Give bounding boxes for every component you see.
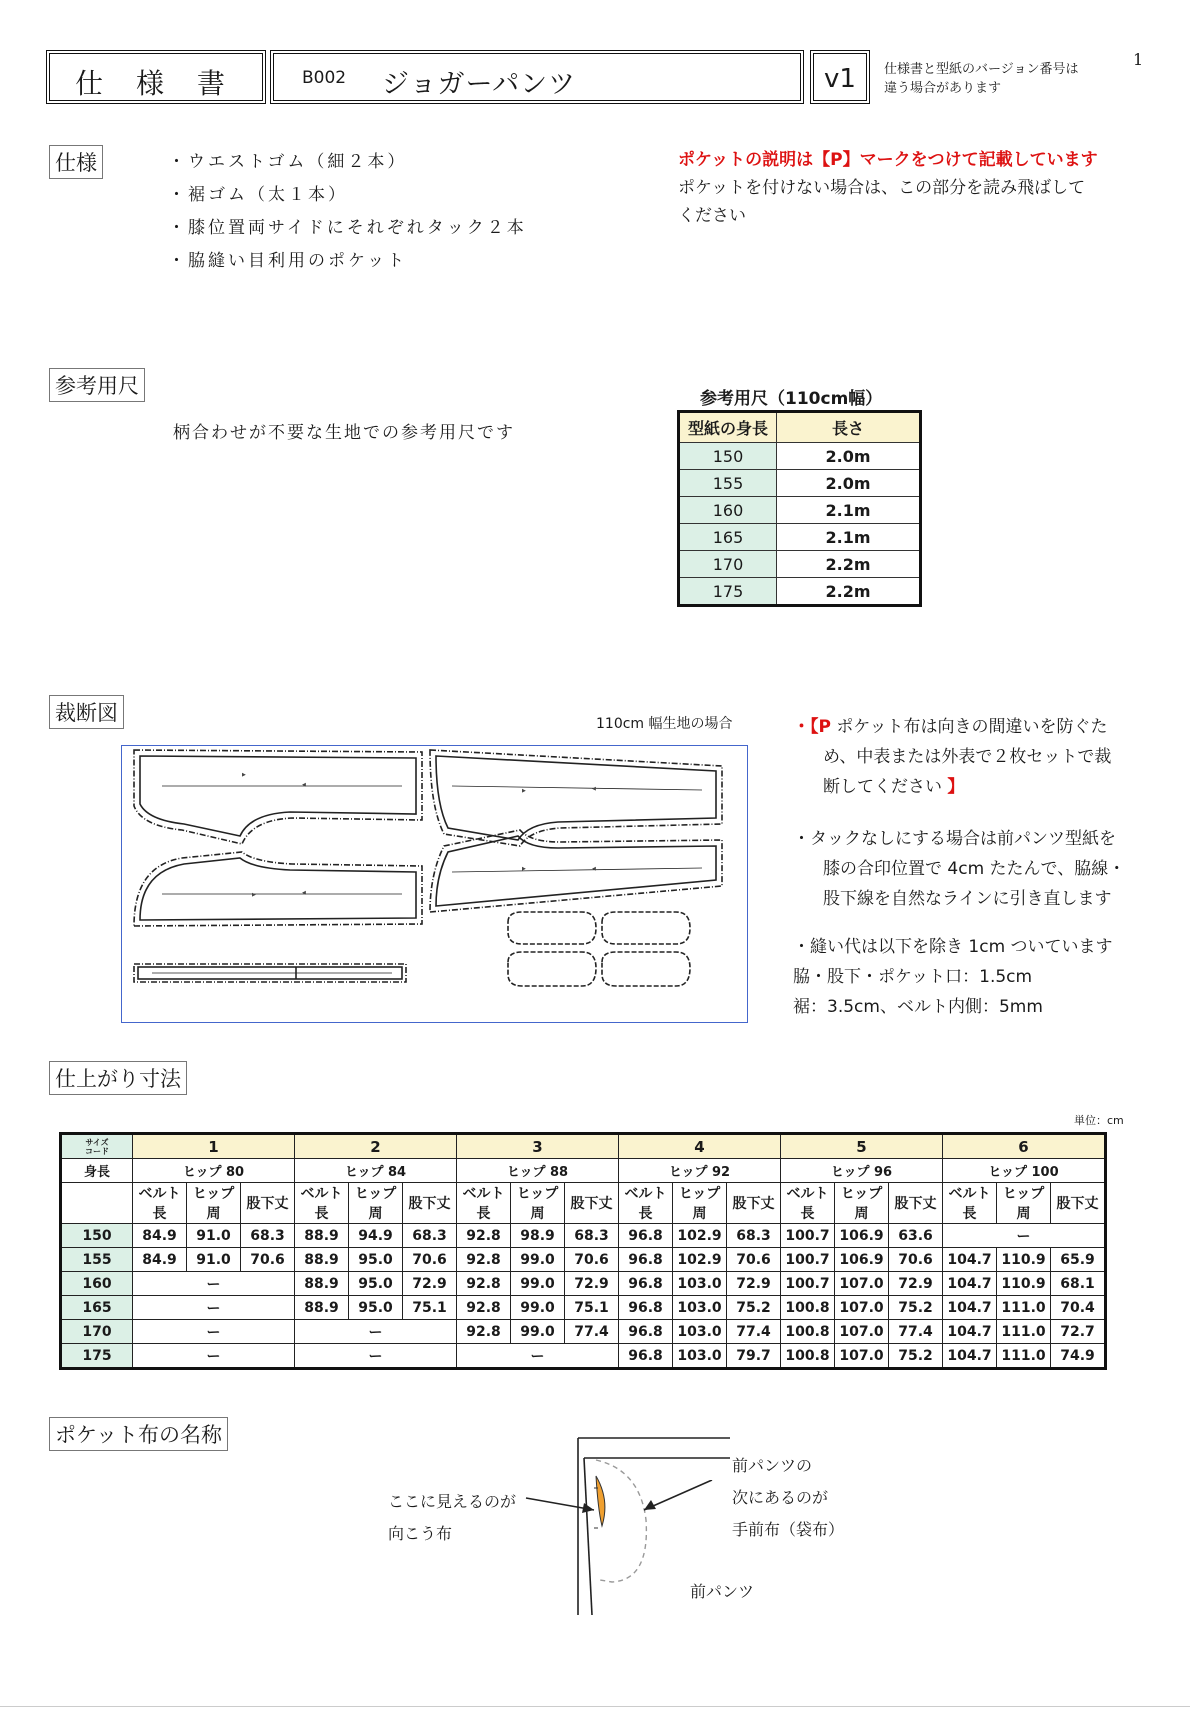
value-cell: 72.9	[565, 1272, 619, 1296]
sub-header: 股下丈	[889, 1183, 943, 1224]
value-cell: 111.0	[997, 1296, 1051, 1320]
value-cell: 92.8	[457, 1272, 511, 1296]
yardage-table	[677, 410, 922, 607]
empty-cell: ー	[133, 1296, 295, 1320]
value-cell: 96.8	[619, 1344, 673, 1369]
value-cell: 88.9	[295, 1248, 349, 1272]
value-cell: 104.7	[943, 1296, 997, 1320]
value-cell: 92.8	[457, 1320, 511, 1344]
product-name: ジョガーパンツ	[382, 69, 577, 100]
value-cell: 70.6	[727, 1248, 781, 1272]
table-row: 165 2.1m	[679, 524, 921, 551]
page-number: 1	[1133, 50, 1144, 69]
value-cell: 95.0	[349, 1248, 403, 1272]
svg-text:◀: ◀	[592, 786, 596, 792]
value-cell: 92.8	[457, 1248, 511, 1272]
table-row: 160 2.1m	[679, 497, 921, 524]
sub-header: ヒップ周	[673, 1183, 727, 1224]
pocket-arrows	[480, 1480, 740, 1544]
spec-item: ・膝位置両サイドにそれぞれタック２本	[168, 218, 527, 238]
value-cell: 70.4	[1051, 1296, 1106, 1320]
value-cell: 96.8	[619, 1224, 673, 1248]
value-cell: 95.0	[349, 1272, 403, 1296]
value-cell: 103.0	[673, 1272, 727, 1296]
product-box	[270, 50, 804, 104]
value-cell: 100.7	[781, 1248, 835, 1272]
empty-cell: ー	[133, 1320, 295, 1344]
value-cell: 110.9	[997, 1248, 1051, 1272]
value-cell: 91.0	[187, 1224, 241, 1248]
value-cell: 75.2	[889, 1296, 943, 1320]
value-cell: 96.8	[619, 1272, 673, 1296]
value-cell: 68.3	[727, 1224, 781, 1248]
sub-header: 股下丈	[403, 1183, 457, 1224]
sub-header: ヒップ周	[349, 1183, 403, 1224]
col-header-length: 長さ	[777, 412, 921, 443]
value-cell: 70.6	[889, 1248, 943, 1272]
height-cell: 150	[61, 1224, 133, 1248]
value-cell: 70.6	[241, 1248, 295, 1272]
table-row	[61, 1224, 1106, 1248]
value-cell: 84.9	[133, 1224, 187, 1248]
unit-label: 単位：cm	[1074, 1114, 1124, 1127]
doc-title-box	[46, 50, 266, 104]
value-cell: 106.9	[835, 1248, 889, 1272]
value-cell: 96.8	[619, 1296, 673, 1320]
section-label-finished: 仕上がり寸法	[49, 1061, 187, 1095]
value-cell: 107.0	[835, 1272, 889, 1296]
doc-title: 仕 様 書	[75, 67, 237, 100]
value-cell: 104.7	[943, 1344, 997, 1369]
value-cell: 100.8	[781, 1344, 835, 1369]
col-header-size: 型紙の身長	[679, 412, 777, 443]
spec-item: ・ウエストゴム（細２本）	[168, 152, 408, 172]
value-cell: 104.7	[943, 1272, 997, 1296]
value-cell: 72.7	[1051, 1320, 1106, 1344]
value-cell: 99.0	[511, 1320, 565, 1344]
value-cell: 72.9	[889, 1272, 943, 1296]
height-cell: 170	[61, 1320, 133, 1344]
outer-fabric-label: ここに見えるのが 向こう布	[388, 1492, 517, 1543]
value-cell: 88.9	[295, 1224, 349, 1248]
value-cell: 107.0	[835, 1320, 889, 1344]
sub-header: 股下丈	[1051, 1183, 1106, 1224]
version: v1	[824, 64, 856, 94]
value-cell: 68.3	[565, 1224, 619, 1248]
cutting-notes: ・【P ポケット布は向きの間違いを防ぐた め、中表または外表で２枚セットで裁 断してください 】 ・タックなしにする場合は前パンツ型紙を 膝の合印位置で 4cm たたんで、脇線・ 股下線を自然なラインに引き直します ・縫い代は以下を除き 1cm ついています 脇・股下・ポケット口：1.5cm 裾：3.5cm、ベルト内側：5mm	[793, 717, 1126, 1017]
svg-text:◀: ◀	[592, 866, 596, 872]
section-label-yardage: 参考用尺	[49, 368, 145, 402]
value-cell: 70.6	[565, 1248, 619, 1272]
value-cell: 104.7	[943, 1248, 997, 1272]
value-cell: 103.0	[673, 1296, 727, 1320]
value-cell: 107.0	[835, 1344, 889, 1369]
height-cell: 165	[61, 1296, 133, 1320]
sub-header: ヒップ周	[511, 1183, 565, 1224]
sub-header: ヒップ周	[835, 1183, 889, 1224]
table-row: 175 2.2m	[679, 578, 921, 606]
empty-cell: ー	[133, 1344, 295, 1369]
value-cell: 92.8	[457, 1224, 511, 1248]
value-cell: 106.9	[835, 1224, 889, 1248]
value-cell: 95.0	[349, 1296, 403, 1320]
value-cell: 91.0	[187, 1248, 241, 1272]
sub-header: ベルト長	[781, 1183, 835, 1224]
empty-cell: ー	[943, 1224, 1106, 1248]
value-cell: 100.8	[781, 1296, 835, 1320]
pocket-mark: ・【P	[793, 717, 831, 737]
value-cell: 77.4	[889, 1320, 943, 1344]
table-row	[61, 1320, 1106, 1344]
svg-text:▶: ▶	[522, 866, 526, 872]
height-cell: 175	[61, 1344, 133, 1369]
empty-cell: ー	[295, 1320, 457, 1344]
value-cell: 72.9	[403, 1272, 457, 1296]
sub-header: ヒップ周	[997, 1183, 1051, 1224]
svg-text:◀: ◀	[302, 782, 306, 788]
value-cell: 107.0	[835, 1296, 889, 1320]
section-label-spec: 仕様	[49, 145, 103, 179]
height-header: 身長	[61, 1159, 133, 1183]
arrows-svg	[480, 1480, 740, 1540]
section-label-pocket-names: ポケット布の名称	[49, 1417, 228, 1451]
value-cell: 68.1	[1051, 1272, 1106, 1296]
value-cell: 75.2	[727, 1296, 781, 1320]
value-cell: 75.1	[565, 1296, 619, 1320]
sub-header: 股下丈	[727, 1183, 781, 1224]
empty-cell: ー	[133, 1272, 295, 1296]
value-cell: 111.0	[997, 1344, 1051, 1369]
table-row	[61, 1296, 1106, 1320]
value-cell: 99.0	[511, 1248, 565, 1272]
value-cell: 99.0	[511, 1272, 565, 1296]
cutting-layout-svg	[122, 746, 747, 1022]
yardage-description: 柄合わせが不要な生地での参考用尺です	[173, 423, 515, 443]
spec-item: ・裾ゴム（太１本）	[168, 185, 348, 205]
version-box	[810, 50, 870, 104]
value-cell: 111.0	[997, 1320, 1051, 1344]
inner-fabric-label: 前パンツの 次にあるのが 手前布（袋布）	[732, 1456, 845, 1539]
value-cell: 92.8	[457, 1296, 511, 1320]
cutting-layout-diagram	[121, 745, 748, 1023]
value-cell: 70.6	[403, 1248, 457, 1272]
spec-item: ・脇縫い目利用のポケット	[168, 251, 408, 271]
svg-text:◀: ◀	[302, 890, 306, 896]
table-row: 170 2.2m	[679, 551, 921, 578]
empty-cell: ー	[457, 1344, 619, 1369]
value-cell: 68.3	[403, 1224, 457, 1248]
pocket-notice: ポケットの説明は【P】マークをつけて記載しています ポケットを付けない場合は、この部分を読み飛ばして ください	[678, 146, 1148, 230]
yardage-table-title: 参考用尺（110cm幅）	[700, 389, 883, 409]
height-cell: 155	[61, 1248, 133, 1272]
value-cell: 102.9	[673, 1248, 727, 1272]
table-row: 150 2.0m	[679, 443, 921, 470]
sub-header: ベルト長	[943, 1183, 997, 1224]
svg-text:▶: ▶	[242, 772, 246, 778]
value-cell: 100.8	[781, 1320, 835, 1344]
value-cell: 65.9	[1051, 1248, 1106, 1272]
value-cell: 88.9	[295, 1296, 349, 1320]
sub-header: ベルト長	[295, 1183, 349, 1224]
section-label-cutting: 裁断図	[49, 695, 124, 729]
sub-header: ベルト長	[133, 1183, 187, 1224]
value-cell: 104.7	[943, 1320, 997, 1344]
pocket-notice-red: ポケットの説明は【P】マークをつけて記載しています	[678, 150, 1098, 170]
value-cell: 79.7	[727, 1344, 781, 1369]
value-cell: 103.0	[673, 1344, 727, 1369]
value-cell: 72.9	[727, 1272, 781, 1296]
sub-header: ヒップ周	[187, 1183, 241, 1224]
value-cell: 63.6	[889, 1224, 943, 1248]
value-cell: 98.9	[511, 1224, 565, 1248]
value-cell: 110.9	[997, 1272, 1051, 1296]
sub-header: ベルト長	[457, 1183, 511, 1224]
table-row: 155 2.0m	[679, 470, 921, 497]
version-note: 仕様書と型紙のバージョン番号は 違う場合があります	[884, 62, 1079, 96]
value-cell: 103.0	[673, 1320, 727, 1344]
svg-text:▶: ▶	[522, 788, 526, 794]
value-cell: 94.9	[349, 1224, 403, 1248]
table-row	[61, 1344, 1106, 1369]
svg-text:▶: ▶	[252, 892, 256, 898]
value-cell: 84.9	[133, 1248, 187, 1272]
finished-size-table: サイズ コード 1 2 3 4 5 6 身長 ヒップ 80 ヒップ 84 ヒップ 88 ヒップ 92 ヒップ 96 ヒップ 100 ベルト長 ヒップ周 股下丈 ベルト長 ヒップ周 股下丈 ベルト長 ヒップ周 股下丈 ベルト長 ヒップ周 股下丈 ベルト長 ヒップ周 股下丈 ベルト長 ヒップ周 股下丈 150 84.9 91.0 68.3 88.9 94.9 68.3 92.8 98.9 68.3 96.8 102.9 68.3 100.7 106.9 63.6 ー 155 84.9 91.0 70.6 88.9 95.0 70.6 92.8 99.0 70.6 96.8 102.9 70.6 100.7 106.9 70.6 104.7 110.9 65.9 160 ー 88.9 95.0 72.9 92.8 99.0 72.9 96.8 103.0 72.9 100.7 107.0 72.9 104.7 110.9 68.1 165 ー 88.9 95.0 75.1 92.8 99.0 75.1 96.8 103.0 75.2 100.8 107.0 75.2 104.7 111.0 70.4 170 ー ー 92.8 99.0 77.4 96.8 103.0 77.4 100.8 107.0 77.4 104.7 111.0 72.7 175 ー ー ー 96.8 103.0 79.7 100.8 107.0 75.2 104.7 111.0 74.9	[59, 1132, 1107, 1370]
value-cell: 75.1	[403, 1296, 457, 1320]
sub-header: ベルト長	[619, 1183, 673, 1224]
empty-cell: ー	[295, 1344, 457, 1369]
value-cell: 100.7	[781, 1272, 835, 1296]
front-pants-label: 前パンツ	[690, 1582, 755, 1601]
page-bottom-rule	[0, 1706, 1190, 1707]
value-cell: 75.2	[889, 1344, 943, 1369]
size-code-header: サイズ コード	[61, 1134, 133, 1159]
spec-list	[168, 146, 527, 278]
value-cell: 88.9	[295, 1272, 349, 1296]
sub-header: 股下丈	[241, 1183, 295, 1224]
product-code: B002	[302, 68, 347, 88]
value-cell: 77.4	[727, 1320, 781, 1344]
value-cell: 74.9	[1051, 1344, 1106, 1369]
table-row	[61, 1248, 1106, 1272]
height-cell: 160	[61, 1272, 133, 1296]
value-cell: 96.8	[619, 1320, 673, 1344]
table-row	[61, 1272, 1106, 1296]
value-cell: 102.9	[673, 1224, 727, 1248]
value-cell: 96.8	[619, 1248, 673, 1272]
value-cell: 77.4	[565, 1320, 619, 1344]
cutting-caption: 110cm 幅生地の場合	[596, 716, 733, 732]
value-cell: 100.7	[781, 1224, 835, 1248]
value-cell: 68.3	[241, 1224, 295, 1248]
value-cell: 99.0	[511, 1296, 565, 1320]
sub-header: 股下丈	[565, 1183, 619, 1224]
